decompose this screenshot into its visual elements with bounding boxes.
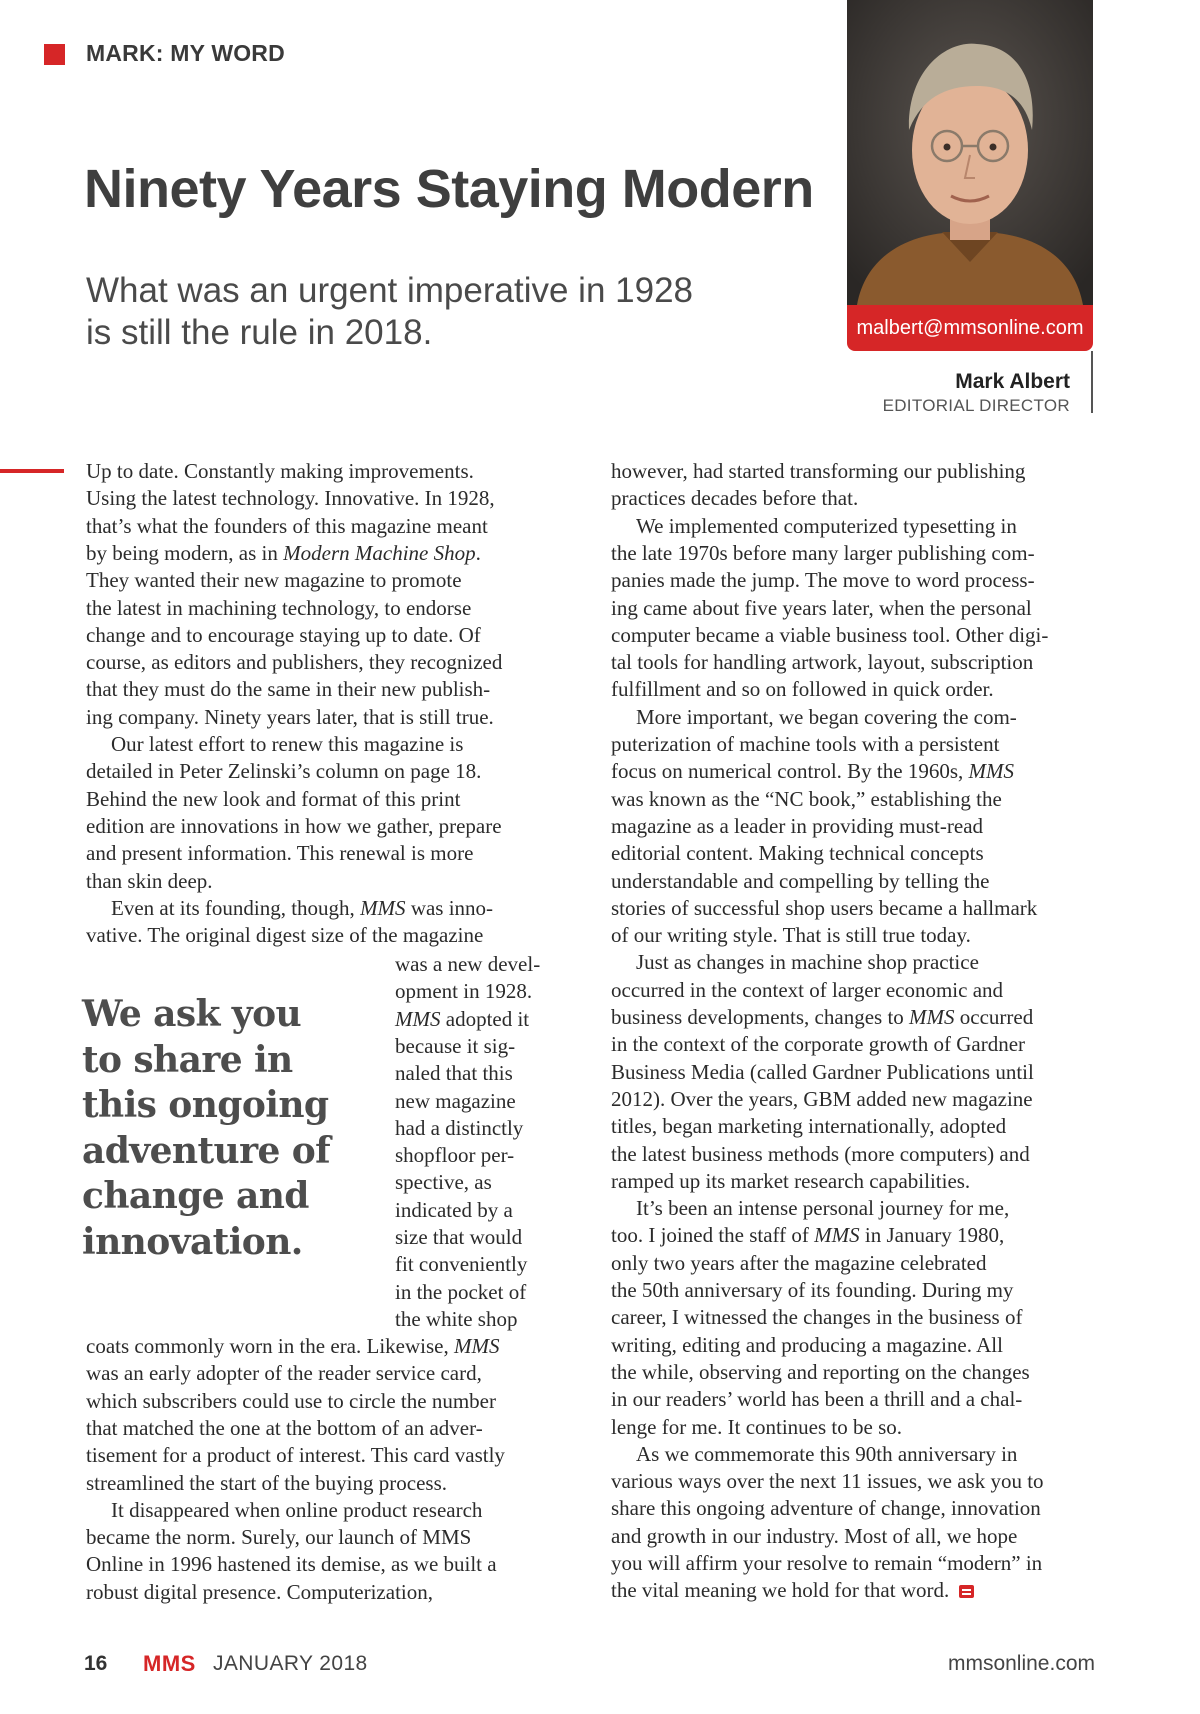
body-line: Just as changes in machine shop practice xyxy=(636,950,979,975)
body-line: and present information. This renewal is more xyxy=(86,841,474,866)
pull-quote-line: to share in xyxy=(82,1038,293,1081)
body-line: opment in 1928. xyxy=(395,979,533,1004)
body-line: spective, as xyxy=(395,1170,492,1195)
body-line: occurred in the context of larger economic and xyxy=(611,977,1004,1002)
body-line: in the context of the corporate growth of Gardner xyxy=(611,1032,1026,1057)
deck-line: What was an urgent imperative in 1928 xyxy=(86,271,693,310)
body-line: panies made the jump. The move to word process- xyxy=(611,568,1035,593)
body-line: share this ongoing adventure of change, innovation xyxy=(611,1496,1041,1521)
body-line: understandable and compelling by telling the xyxy=(611,868,990,893)
body-line: tal tools for handling artwork, layout, subscription xyxy=(611,650,1034,675)
body-line: They wanted their new magazine to promote xyxy=(86,568,462,593)
pull-quote-line: change and xyxy=(82,1175,309,1217)
body-line: because it sig- xyxy=(395,1033,516,1058)
body-line: lenge for me. It continues to be so. xyxy=(611,1414,903,1439)
author-photo xyxy=(847,0,1093,305)
body-line: 2012). Over the years, GBM added new magazine xyxy=(611,1086,1033,1111)
body-line: writing, editing and producing a magazine. All xyxy=(611,1332,1003,1357)
body-line: tisement for a product of interest. This card vastly xyxy=(86,1443,505,1468)
body-line: ramped up its market research capabilities. xyxy=(611,1168,971,1193)
pull-quote-line: adventure of xyxy=(82,1129,330,1172)
body-line: streamlined the start of the buying process. xyxy=(86,1470,447,1495)
page-number: 16 xyxy=(84,1652,108,1675)
body-line: coats commonly worn in the era. Likewise, MMS xyxy=(86,1334,500,1358)
body-line: It disappeared when online product research xyxy=(111,1497,483,1522)
body-line: only two years after the magazine celebrated xyxy=(611,1250,987,1275)
body-line: that they must do the same in their new publish- xyxy=(86,677,491,702)
body-line: the latest in machining technology, to endorse xyxy=(86,595,472,620)
body-line: shopfloor per- xyxy=(395,1143,515,1168)
section-label: MARK: MY WORD xyxy=(86,40,285,66)
body-line: size that would xyxy=(395,1225,523,1249)
body-line: the 50th anniversary of its founding. During my xyxy=(611,1278,1014,1302)
page-title: Ninety Years Staying Modern xyxy=(84,159,814,219)
body-line: business developments, changes to MMS occurred xyxy=(611,1005,1034,1029)
pull-quote-line: innovation. xyxy=(82,1220,303,1263)
body-line: however, had started transforming our publishing xyxy=(611,459,1026,483)
body-line: focus on numerical control. By the 1960s, MMS xyxy=(611,759,1015,784)
body-line: in our readers’ world has been a thrill and a chal- xyxy=(611,1387,1023,1412)
article-deck xyxy=(86,270,726,354)
body-line: was a new devel- xyxy=(395,952,541,976)
author-name: Mark Albert xyxy=(955,370,1070,393)
body-line: indicated by a xyxy=(395,1197,513,1222)
body-line: the latest business methods (more computers) and xyxy=(611,1141,1030,1166)
author-role: EDITORIAL DIRECTOR xyxy=(882,396,1070,415)
body-line: various ways over the next 11 issues, we ask you to xyxy=(611,1469,1044,1494)
body-line: stories of successful shop users became a hallmark xyxy=(611,895,1038,920)
body-line: More important, we began covering the com- xyxy=(636,704,1017,729)
body-line: of our writing style. That is still true today. xyxy=(611,923,971,948)
body-line: magazine as a leader in providing must-read xyxy=(611,813,984,838)
body-line: course, as editors and publishers, they recognized xyxy=(86,650,503,675)
body-line: change and to encourage staying up to date. Of xyxy=(86,622,481,647)
column-start-rule xyxy=(0,469,64,473)
body-line: had a distinctly xyxy=(395,1115,524,1140)
body-line: MMS adopted it xyxy=(395,1006,530,1031)
body-line: Our latest effort to renew this magazine is xyxy=(111,732,464,756)
body-line: naled that this xyxy=(395,1061,513,1086)
body-line: fulfillment and so on followed in quick order. xyxy=(611,677,994,702)
body-line: than skin deep. xyxy=(86,868,213,893)
pull-quote xyxy=(82,992,330,1265)
author-portrait-icon xyxy=(847,0,1093,305)
section-marker-icon xyxy=(44,44,65,65)
body-line: practices decades before that. xyxy=(611,486,859,511)
body-line: Using the latest technology. Innovative. In 1928, xyxy=(86,486,495,511)
body-line: that’s what the founders of this magazine meant xyxy=(86,513,488,538)
body-line: robust digital presence. Computerization, xyxy=(86,1579,433,1604)
body-line: and growth in our industry. Most of all, we hope xyxy=(611,1523,1018,1548)
body-line: It’s been an intense personal journey for me, xyxy=(636,1196,1010,1221)
issue-date: JANUARY 2018 xyxy=(213,1652,368,1675)
pull-quote-line: We ask you xyxy=(82,993,302,1035)
body-line: Business Media (called Gardner Publications until xyxy=(611,1059,1034,1084)
body-line: ing company. Ninety years later, that is still true. xyxy=(86,704,494,729)
footer-url[interactable]: mmsonline.com xyxy=(947,1652,1095,1675)
body-line: new magazine xyxy=(395,1088,516,1113)
body-line: you will affirm your resolve to remain “modern” in xyxy=(611,1551,1043,1575)
body-line: that matched the one at the bottom of an adver- xyxy=(86,1415,483,1440)
body-line: We implemented computerized typesetting in xyxy=(636,513,1017,538)
body-line: detailed in Peter Zelinski’s column on page 18. xyxy=(86,759,482,784)
body-line: the late 1970s before many larger publishing com- xyxy=(611,540,1035,565)
magazine-name: MMS xyxy=(143,1651,196,1676)
body-line: was an early adopter of the reader service card, xyxy=(86,1361,482,1386)
body-line: the white shop xyxy=(395,1306,518,1331)
author-divider xyxy=(1091,351,1093,413)
end-of-story-icon xyxy=(959,1585,974,1598)
body-line: the vital meaning we hold for that word. xyxy=(611,1577,974,1604)
body-line: in the pocket of xyxy=(395,1279,527,1304)
body-line: Even at its founding, though, MMS was inno- xyxy=(111,895,494,920)
body-line: vative. The original digest size of the magazine xyxy=(86,923,484,948)
body-line: by being modern, as in Modern Machine Shop. xyxy=(86,540,481,565)
body-line: edition are innovations in how we gather, prepare xyxy=(86,813,502,838)
body-line: ing came about five years later, when the personal xyxy=(611,595,1032,620)
pull-quote-line: this ongoing xyxy=(82,1084,329,1126)
body-line: editorial content. Making technical concepts xyxy=(611,841,984,866)
deck-line: is still the rule in 2018. xyxy=(86,313,433,352)
body-line: became the norm. Surely, our launch of MMS xyxy=(86,1525,472,1550)
body-line: was known as the “NC book,” establishing the xyxy=(611,786,1002,811)
body-line: the while, observing and reporting on the changes xyxy=(611,1359,1030,1384)
body-line: which subscribers could use to circle the number xyxy=(86,1388,496,1413)
body-line: career, I witnessed the changes in the business of xyxy=(611,1305,1023,1330)
body-line: too. I joined the staff of MMS in January 1980, xyxy=(611,1223,1005,1248)
body-line: Online in 1996 hastened its demise, as we built a xyxy=(86,1552,497,1577)
body-line: computer became a viable business tool. Other digi- xyxy=(611,622,1049,647)
body-line: Behind the new look and format of this print xyxy=(86,786,461,811)
body-line: puterization of machine tools with a persistent xyxy=(611,732,1000,756)
body-line: fit conveniently xyxy=(395,1252,528,1277)
author-email-link[interactable]: malbert@mmsonline.com xyxy=(847,305,1093,351)
body-line: As we commemorate this 90th anniversary in xyxy=(636,1441,1018,1466)
body-line: titles, began marketing internationally, adopted xyxy=(611,1114,1007,1139)
body-line: Up to date. Constantly making improvements. xyxy=(86,459,474,483)
